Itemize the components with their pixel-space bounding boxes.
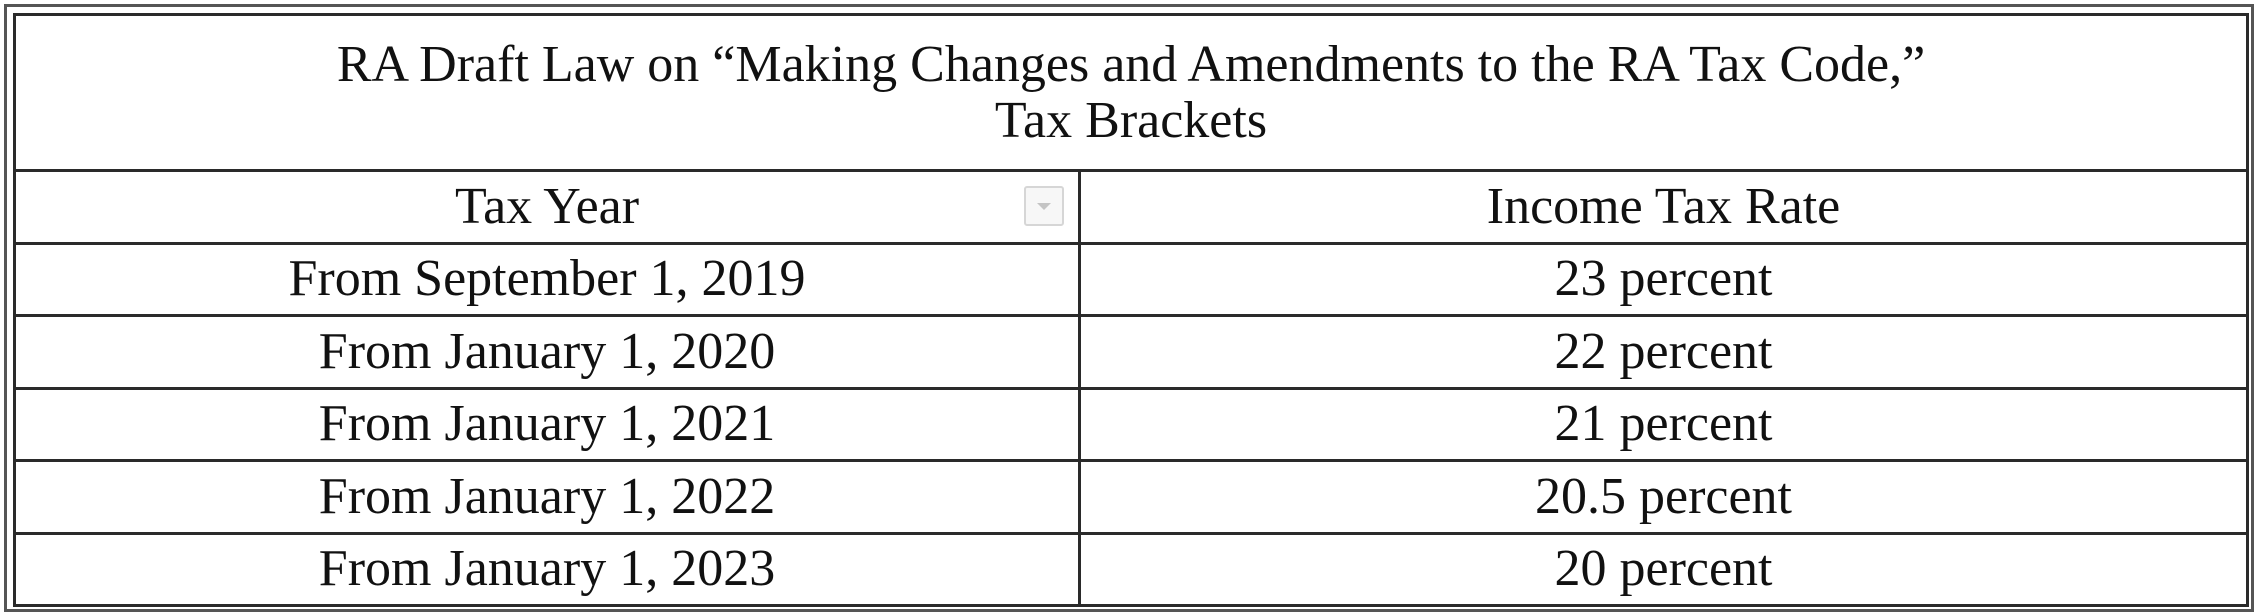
table-title [15, 15, 2248, 171]
table-title-line-2: Tax Brackets [994, 91, 1268, 149]
table-title-line-1: RA Draft Law on “Making Changes and Amendments to the RA Tax Code,” [336, 35, 1926, 93]
tax-year-cell: From September 1, 2019 [15, 243, 1080, 315]
column-header-income-tax-rate [1080, 171, 2248, 243]
table-row [15, 461, 2248, 533]
tax-rate-cell: 21 percent [1080, 388, 2248, 460]
column-filter-button[interactable] [1024, 186, 1064, 226]
column-header-tax-year [15, 171, 1080, 243]
table-header-row [15, 171, 2248, 243]
tax-rate-cell: 23 percent [1080, 243, 2248, 315]
table-title-row [15, 15, 2248, 171]
column-header-label: Income Tax Rate [1486, 177, 1841, 235]
tax-rate-cell: 20 percent [1080, 533, 2248, 606]
table-row [15, 533, 2248, 606]
tax-year-cell: From January 1, 2022 [15, 461, 1080, 533]
tax-year-cell: From January 1, 2020 [15, 316, 1080, 388]
tax-rate-cell: 20.5 percent [1080, 461, 2248, 533]
tax-rate-cell: 22 percent [1080, 316, 2248, 388]
tax-year-cell: From January 1, 2023 [15, 533, 1080, 606]
tax-brackets-table [13, 13, 2249, 607]
table-row [15, 243, 2248, 315]
column-header-label: Tax Year [454, 177, 640, 235]
table-row [15, 388, 2248, 460]
tax-year-cell: From January 1, 2021 [15, 388, 1080, 460]
table-row [15, 316, 2248, 388]
chevron-down-icon [1026, 188, 1062, 224]
document-frame [4, 4, 2254, 612]
